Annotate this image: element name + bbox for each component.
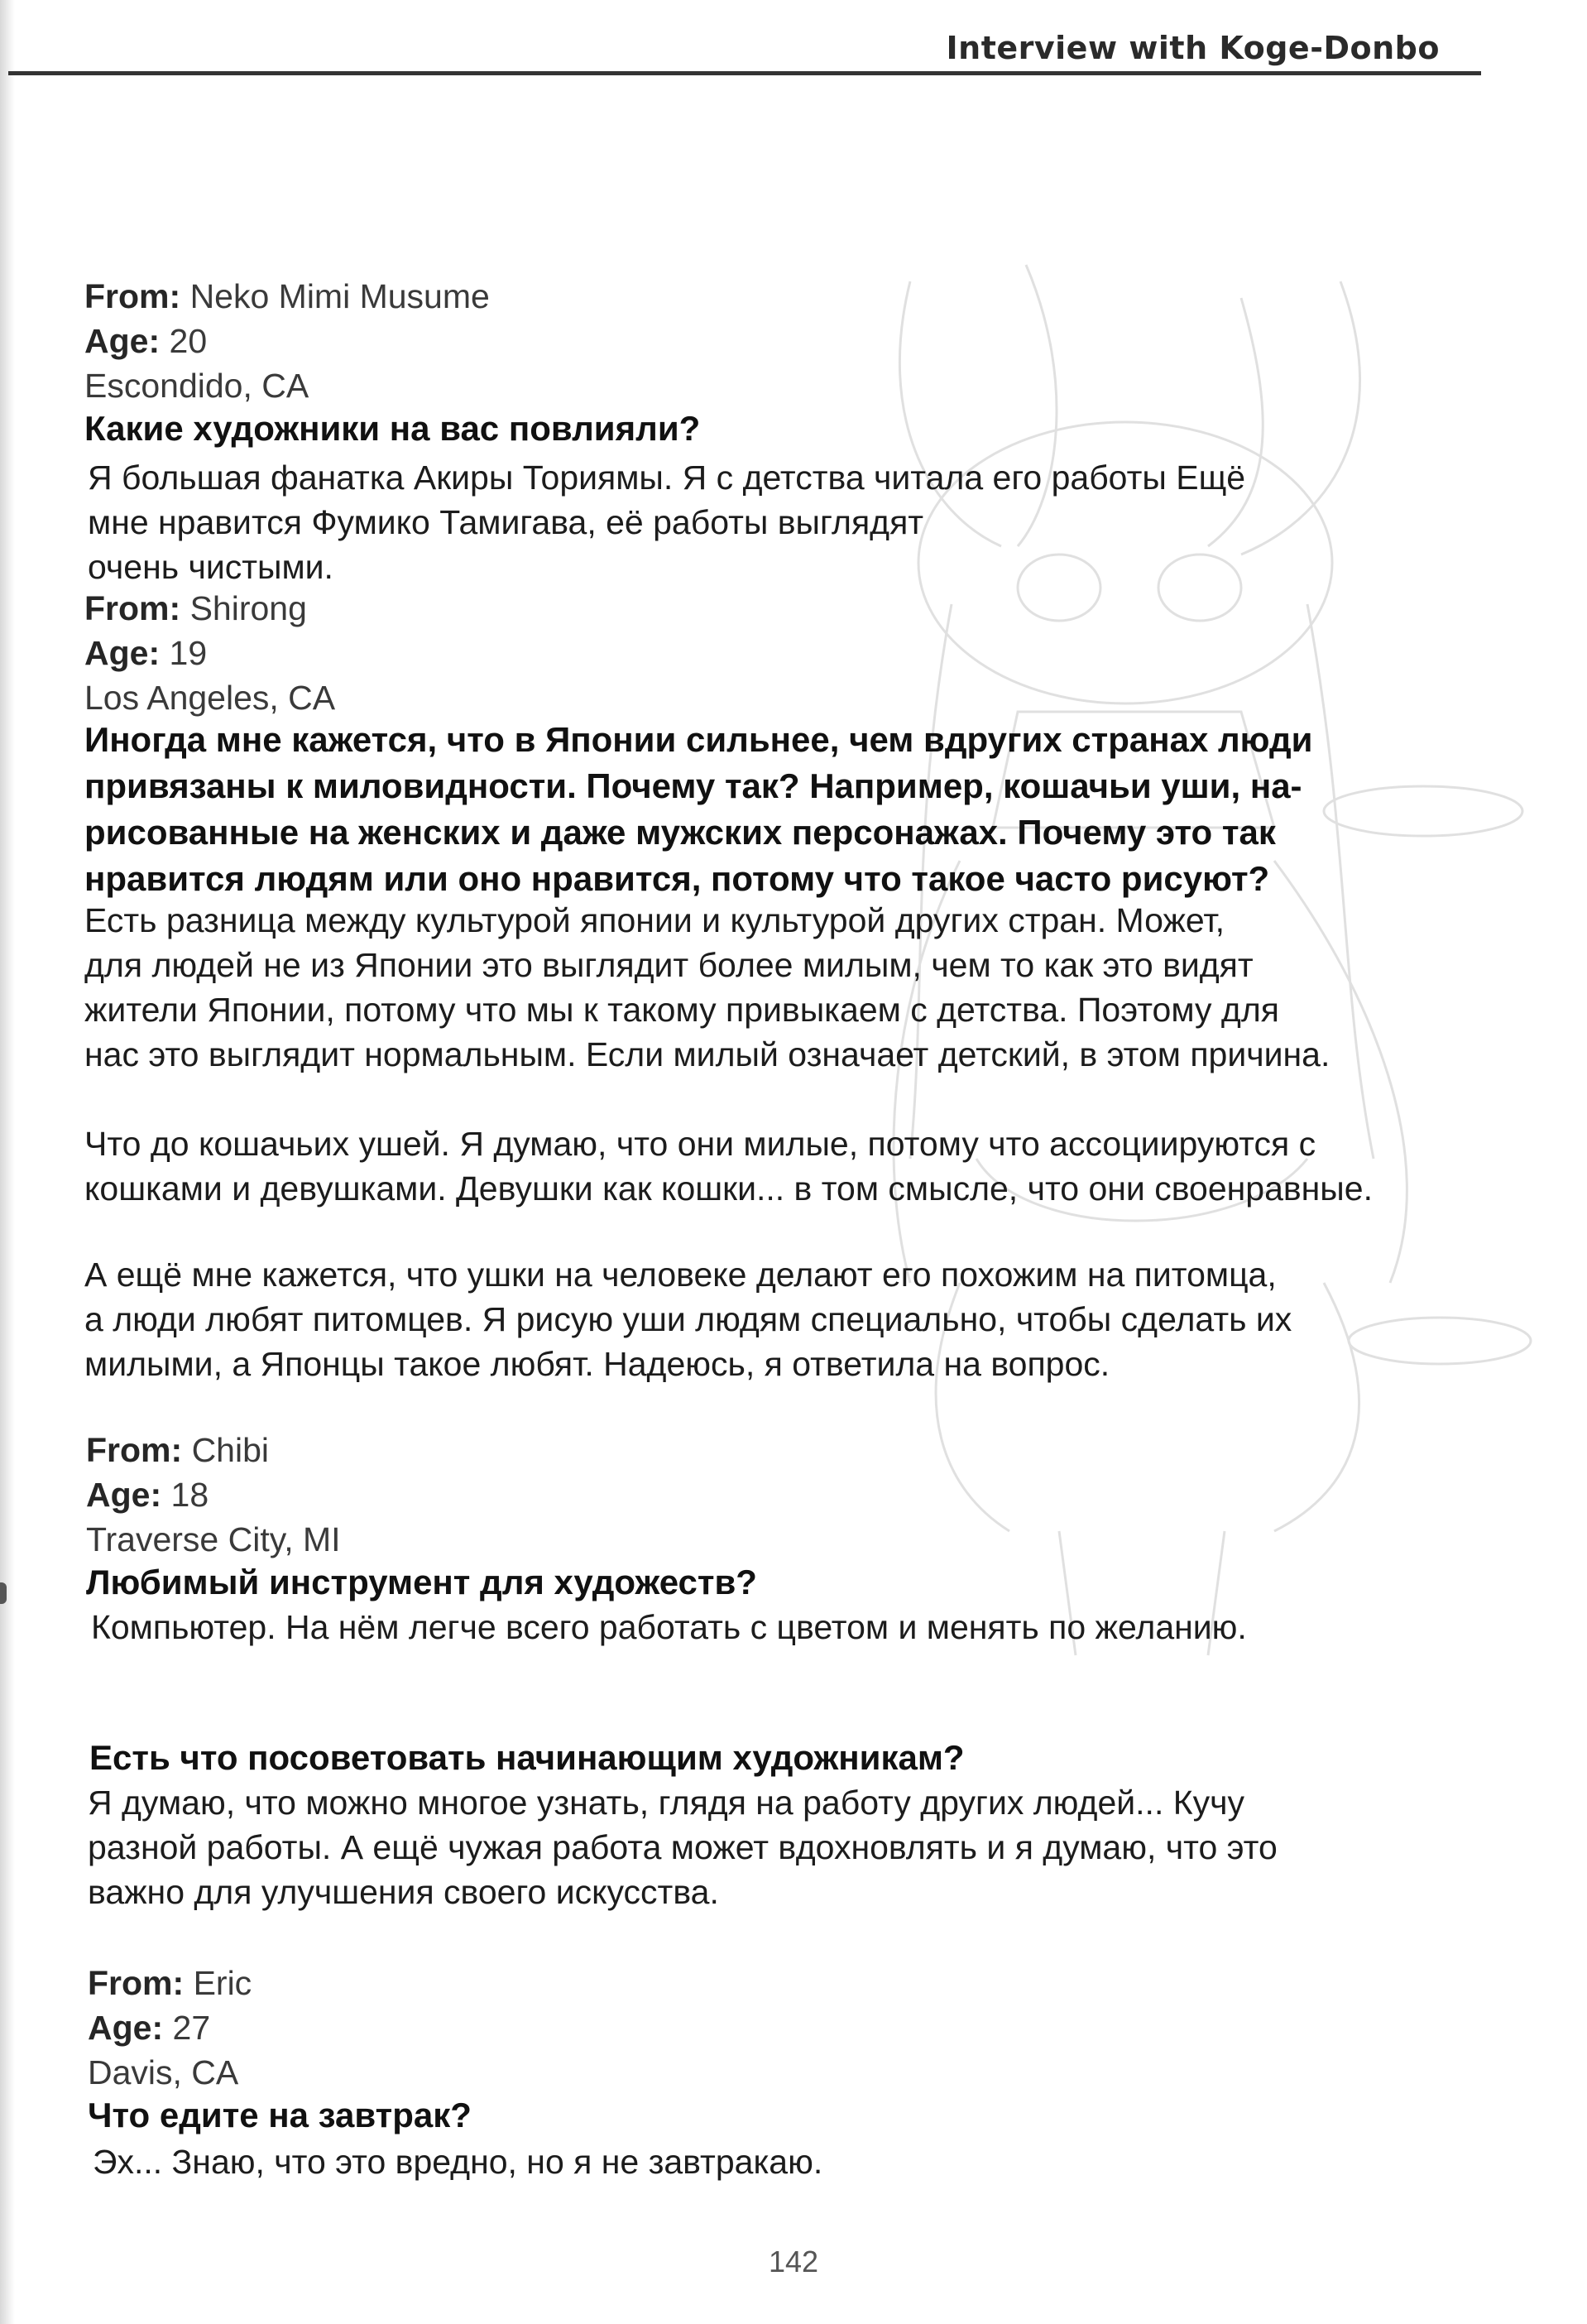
answer-line: а люди любят питомцев. Я рисую уши людям специально, чтобы сделать их <box>84 1300 1292 1338</box>
entry-age: Age: 19 <box>84 634 208 672</box>
entry-from: From: Shirong <box>84 589 307 627</box>
entry-from: From: Chibi <box>86 1431 269 1469</box>
entry-location: Escondido, CA <box>84 367 309 405</box>
answer-line: Я думаю, что можно многое узнать, глядя на работу других людей... Кучу <box>88 1784 1244 1822</box>
answer-line: нас это выглядит нормальным. Если милый означает детский, в этом причина. <box>84 1035 1330 1073</box>
answer-line: жители Японии, потому что мы к такому привыкаем с детства. Поэтому для <box>84 991 1279 1029</box>
answer-line: милыми, а Японцы такое любят. Надеюсь, я ответила на вопрос. <box>84 1345 1110 1383</box>
answer-line: важно для улучшения своего искусства. <box>88 1873 719 1911</box>
answer-line: Что до кошачьих ушей. Я думаю, что они милые, потому что ассоциируются с <box>84 1125 1316 1163</box>
entry-location: Traverse City, MI <box>86 1520 341 1558</box>
entry-age: Age: 20 <box>84 322 208 360</box>
question-line: рисованные на женских и даже мужских персонажах. Почему это так <box>84 813 1276 852</box>
answer-line: Эх... Знаю, что это вредно, но я не завтракаю. <box>93 2143 823 2181</box>
answer-line: Есть разница между культурой японии и культурой других стран. Может, <box>84 901 1225 939</box>
entry-from: From: Eric <box>88 1964 252 2002</box>
entry-age: Age: 27 <box>88 2009 211 2047</box>
answer-line: разной работы. А ещё чужая работа может вдохновлять и я думаю, что это <box>88 1828 1278 1866</box>
entry-from: From: Neko Mimi Musume <box>84 277 490 315</box>
answer-line: Компьютер. На нём легче всего работать с цветом и менять по желанию. <box>91 1608 1247 1646</box>
question-line: привязаны к миловидности. Почему так? Например, кошачьи уши, на- <box>84 766 1302 805</box>
question-line: нравится людям или оно нравится, потому что такое часто рисуют? <box>84 859 1270 898</box>
answer-line: А ещё мне кажется, что ушки на человеке делают его похожим на питомца, <box>84 1256 1277 1294</box>
page-number: 142 <box>768 2245 819 2278</box>
answer-line: для людей не из Японии это выглядит более милым, чем то как это видят <box>84 946 1254 984</box>
question: Есть что посоветовать начинающим художникам? <box>89 1738 965 1777</box>
question: Любимый инструмент для художеств? <box>86 1563 757 1601</box>
question: Что едите на завтрак? <box>88 2096 472 2134</box>
running-header: Interview with Koge-Donbo <box>946 30 1440 66</box>
answer-line: очень чистыми. <box>88 548 333 586</box>
entry-age: Age: 18 <box>86 1476 209 1514</box>
entry-location: Davis, CA <box>88 2053 239 2091</box>
question-line: Иногда мне кажется, что в Японии сильнее, чем вдругих странах люди <box>84 720 1313 759</box>
answer-line: кошками и девушками. Девушки как кошки... в том смысле, что они своенравные. <box>84 1169 1373 1208</box>
question: Какие художники на вас повлияли? <box>84 409 701 448</box>
answer-line: мне нравится Фумико Тамигава, её работы выглядят <box>88 503 924 541</box>
answer-line: Я большая фанатка Акиры Ториямы. Я с детства читала его работы Ещё <box>88 459 1246 497</box>
entry-location: Los Angeles, CA <box>84 679 336 717</box>
